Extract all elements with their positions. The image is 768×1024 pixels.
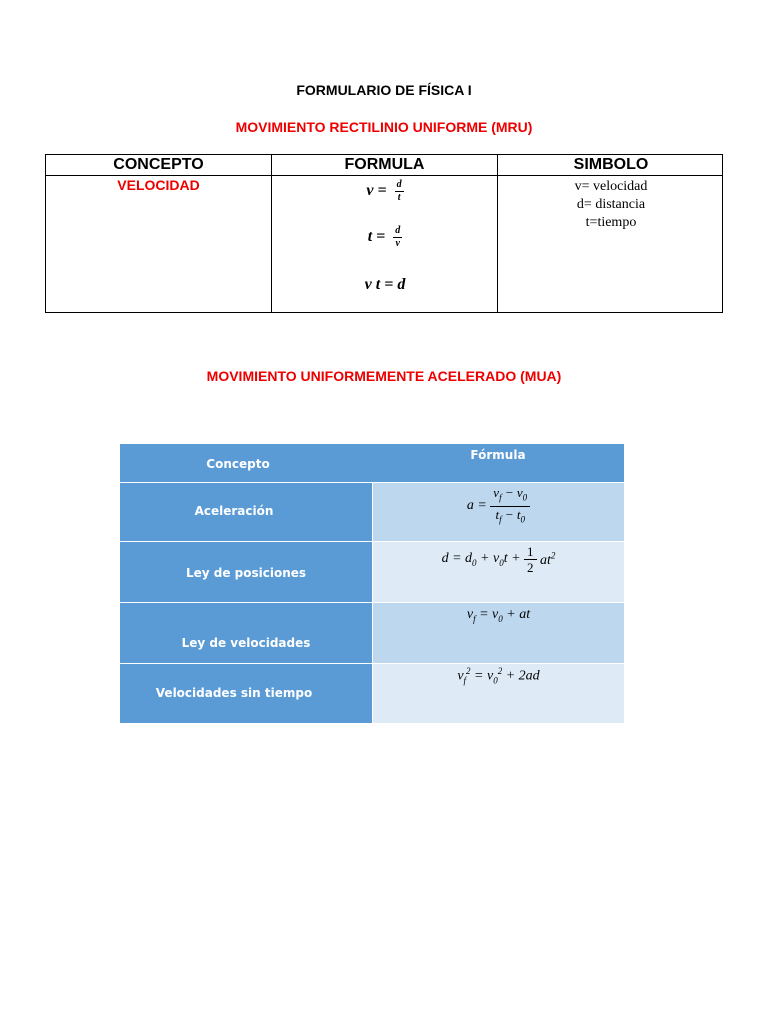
header-concepto: CONCEPTO	[113, 156, 204, 173]
fraction	[393, 225, 402, 250]
header-concepto: Concepto	[206, 457, 270, 471]
symbol-d: d= distancia	[576, 197, 646, 212]
symbol-t: t=tiempo	[585, 215, 637, 230]
mua-header-concepto-cell	[120, 444, 372, 482]
header-simbolo: SIMBOLO	[573, 156, 649, 173]
fraction-numerator: d	[395, 225, 401, 236]
table-row	[120, 483, 624, 541]
table-row	[120, 664, 624, 723]
fraction-numerator: d	[396, 179, 402, 190]
concept-cell	[120, 542, 372, 602]
formula-distance: v t = d	[364, 276, 406, 293]
fraction-denominator: v	[395, 238, 400, 249]
formula-lhs: t =	[367, 228, 386, 246]
concept-ley-velocidades: Ley de velocidades	[181, 636, 311, 650]
concept-ley-posiciones: Ley de posiciones	[185, 566, 307, 580]
symbol-list	[498, 178, 724, 232]
formula-velocity	[272, 179, 498, 204]
page-title: FORMULARIO DE FÍSICA I	[296, 82, 472, 98]
formula-cell	[373, 483, 624, 541]
mua-heading: MOVIMIENTO UNIFORMEMENTE ACELERADO (MUA)	[206, 368, 562, 384]
formula-cell	[373, 664, 624, 723]
concept-velocidades-sin-tiempo: Velocidades sin tiempo	[155, 686, 313, 700]
formula-lhs: v =	[366, 182, 387, 200]
concept-cell	[120, 664, 372, 723]
symbol-v: v= velocidad	[574, 179, 648, 194]
mru-heading: MOVIMIENTO RECTILINIO UNIFORME (MRU)	[235, 119, 533, 135]
formula-acceleration: a = $\frac{v_f - v_0}{t_f - t_0}$	[373, 485, 624, 527]
mua-header-row	[120, 444, 624, 482]
formula-velocity: $v_f = v_0$ + at	[466, 607, 531, 624]
formula-cell	[373, 542, 624, 602]
table-row	[120, 603, 624, 663]
mua-table	[120, 444, 624, 723]
mua-header-formula-cell	[372, 444, 624, 482]
table-row	[120, 542, 624, 602]
header-formula: FORMULA	[344, 156, 425, 173]
formula-position: $d = d_0 + v_0t$ + $\frac{1}{2}$ $at^2$	[441, 544, 556, 575]
mru-table	[45, 154, 723, 313]
concept-velocidad: VELOCIDAD	[117, 177, 200, 193]
fraction	[395, 179, 404, 204]
concept-cell	[120, 603, 372, 663]
fraction-denominator: t	[397, 192, 401, 203]
concept-cell	[120, 483, 372, 541]
formula-time	[272, 225, 498, 250]
formula-cell	[373, 603, 624, 663]
concept-aceleracion: Aceleración	[194, 504, 274, 518]
formula-velocity-no-time: $v_f^2 = v_0^2 + 2ad$	[457, 666, 540, 686]
header-formula: Fórmula	[470, 448, 526, 462]
